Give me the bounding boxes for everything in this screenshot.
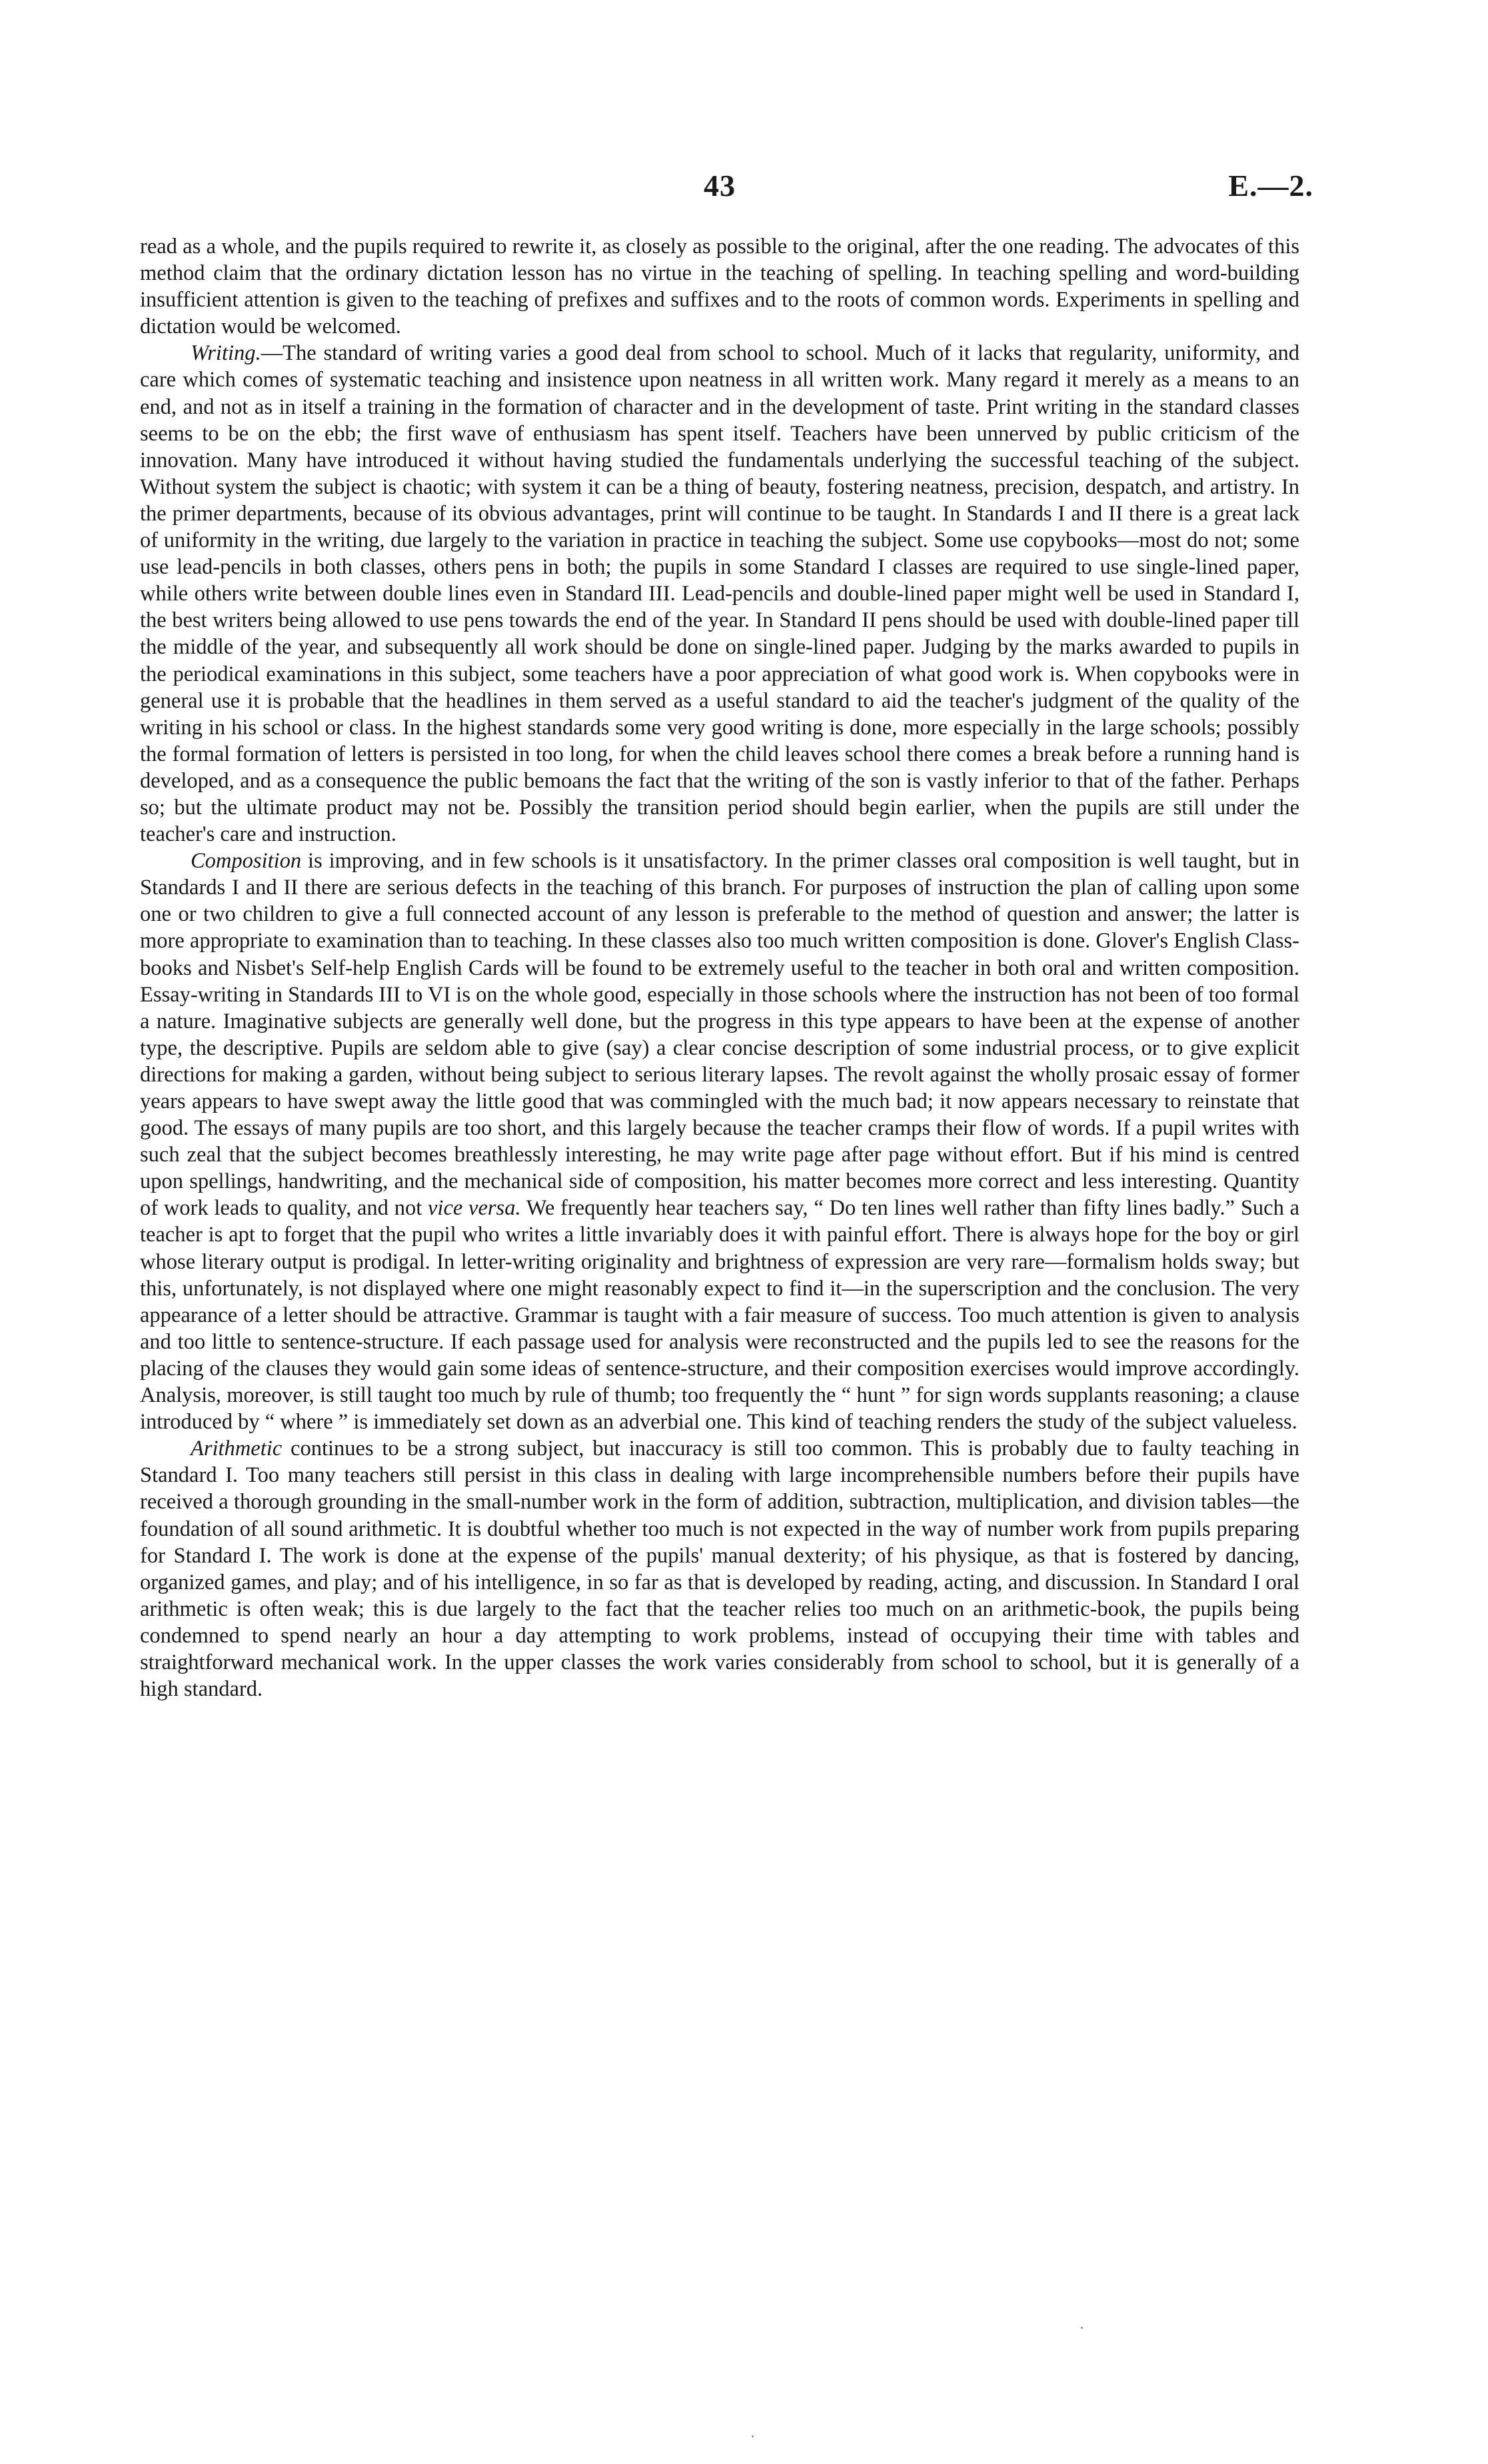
paragraph-text: is improving, and in few schools is it unsatisfactory. In the primer classes oral composition is well taught, but in Standards I and II there are serious defects in the teaching of this branch. For purposes of instruction the plan of calling upon some one or two children to give a full connected account of any lesson is preferable to the method of question and answer; the latter is more appropriate to examination than to teaching. In these classes also too much written composition is done. Glover's English Class-books and Nisbet's Self-help English Cards will be found to be extremely useful to the teacher in both oral and written composition. Essay-writing in Standards III to VI is on the whole good, especially in those schools where the instruction has not been of too formal a nature. Imaginative subjects are generally well done, but the progress in this type appears to have been at the expense of another type, the descriptive. Pupils are seldom able to give (say) a clear concise description of some industrial process, or to give explicit directions for making a garden, without being subject to serious literary lapses. The revolt against the wholly prosaic essay of former years appears to have swept away the little good that was commingled with the much bad; it now appears necessary to reinstate that good. The essays of many pupils are too short, and this largely because the teacher cramps their flow of words. If a pupil writes with such zeal that the subject becomes breathlessly interesting, he may write page after page without effort. But if his mind is centred upon spellings, handwriting, and the mechanical side of composition, his matter becomes more correct and less interesting. Quantity of work leads to quality, and not bbox=[140, 849, 1299, 1221]
paragraph-text: read as a whole, and the pupils required to rewrite it, as closely as possible to the original, after the one reading. The advocates of this method claim that the ordinary dictation lesson has no virtue in the teaching of spelling. In teaching spelling and word-building insufficient attention is given to the teaching of prefixes and suffixes and to the roots of common words. Experiments in spelling and dictation would be welcomed. bbox=[140, 235, 1299, 339]
section-heading-writing: Writing. bbox=[191, 341, 261, 366]
scan-speck bbox=[1081, 2327, 1083, 2329]
document-reference: E.—2. bbox=[1228, 169, 1313, 203]
page-number: 43 bbox=[704, 169, 736, 203]
section-heading-composition: Composition bbox=[191, 849, 302, 874]
scan-speck bbox=[752, 2435, 754, 2437]
report-body bbox=[140, 233, 1299, 1702]
paragraph-composition bbox=[140, 848, 1299, 1435]
paragraph-text: —The standard of writing varies a good deal from school to school. Much of it lacks that regularity, uniformity, and care which comes of systematic teaching and insistence upon neatness in all written work. Many regard it merely as a means to an end, and not as in itself a training in the formation of character and in the development of taste. Print writing in the standard classes seems to be on the ebb; the first wave of enthusiasm has spent itself. Teachers have been unnerved by public criticism of the innovation. Many have introduced it without having studied the fundamentals underlying the successful teaching of the subject. Without system the subject is chaotic; with system it can be a thing of beauty, fostering neatness, precision, despatch, and artistry. In the primer departments, because of its obvious advantages, print will continue to be taught. In Standards I and II there is a great lack of uniformity in the writing, due largely to the variation in practice in teaching the subject. Some use copybooks—most do not; some use lead-pencils in both classes, others pens in both; the pupils in some Standard I classes are required to use single-lined paper, while others write between double lines even in Standard III. Lead-pencils and double-lined paper might well be used in Standard I, the best writers being allowed to use pens towards the end of the year. In Standard II pens should be used with double-lined paper till the middle of the year, and subsequently all work should be done on single-lined paper. Judging by the marks awarded to pupils in the periodical examinations in this subject, some teachers have a poor appreciation of what good work is. When copybooks were in general use it is probable that the headlines in them served as a useful standard to aid the teacher's judgment of the quality of the writing in his school or class. In the highest standards some very good writing is done, more especially in the large schools; possibly the formal formation of letters is persisted in too long, for when the child leaves school there comes a break before a running hand is developed, and as a consequence the public bemoans the fact that the writing of the son is vastly inferior to that of the father. Perhaps so; but the ultimate product may not be. Possibly the transition period should begin earlier, when the pupils are still under the teacher's care and instruction. bbox=[140, 341, 1299, 847]
italic-phrase: vice versa. bbox=[427, 1196, 521, 1221]
section-heading-arithmetic: Arithmetic bbox=[191, 1437, 283, 1461]
paragraph-writing bbox=[140, 340, 1299, 848]
paragraph-arithmetic bbox=[140, 1435, 1299, 1702]
paragraph-text-continued: We frequently hear teachers say, “ Do ten lines well rather than fifty lines badly.” Such a teacher is apt to forget that the pupil who writes a little invariably does it with painful effort. There is always hope for the boy or girl whose literary output is prodigal. In letter-writing originality and brightness of expression are very rare—formalism holds sway; but this, unfortunately, is not displayed where one might reasonably expect to find it—in the superscription and the conclusion. The very appearance of a letter should be attractive. Grammar is taught with a fair measure of success. Too much attention is given to analysis and too little to sentence-structure. If each passage used for analysis were reconstructed and the pupils led to see the reasons for the placing of the clauses they would gain some ideas of sentence-structure, and their composition exercises would improve accordingly. Analysis, moreover, is still taught too much by rule of thumb; too frequently the “ hunt ” for sign words supplants reasoning; a clause introduced by “ where ” is immediately set down as an adverbial one. This kind of teaching renders the study of the subject valueless. bbox=[140, 1196, 1300, 1435]
paragraph-text: continues to be a strong subject, but inaccuracy is still too common. This is probably due to faulty teaching in Standard I. Too many teachers still persist in this class in dealing with large incomprehensible numbers before their pupils have received a thorough grounding in the small-number work in the form of addition, subtraction, multiplication, and division tables—the foundation of all sound arithmetic. It is doubtful whether too much is not expected in the way of number work from pupils preparing for Standard I. The work is done at the expense of the pupils' manual dexterity; of his physique, as that is fostered by dancing, organized games, and play; and of his intelligence, in so far as that is developed by reading, acting, and discussion. In Standard I oral arithmetic is often weak; this is due largely to the fact that the teacher relies too much on an arithmetic-book, the pupils being condemned to spend nearly an hour a day attempting to work problems, instead of occupying their time with tables and straightforward mechanical work. In the upper classes the work varies considerably from school to school, but it is generally of a high standard. bbox=[140, 1437, 1299, 1702]
paragraph-dictation bbox=[140, 233, 1299, 340]
